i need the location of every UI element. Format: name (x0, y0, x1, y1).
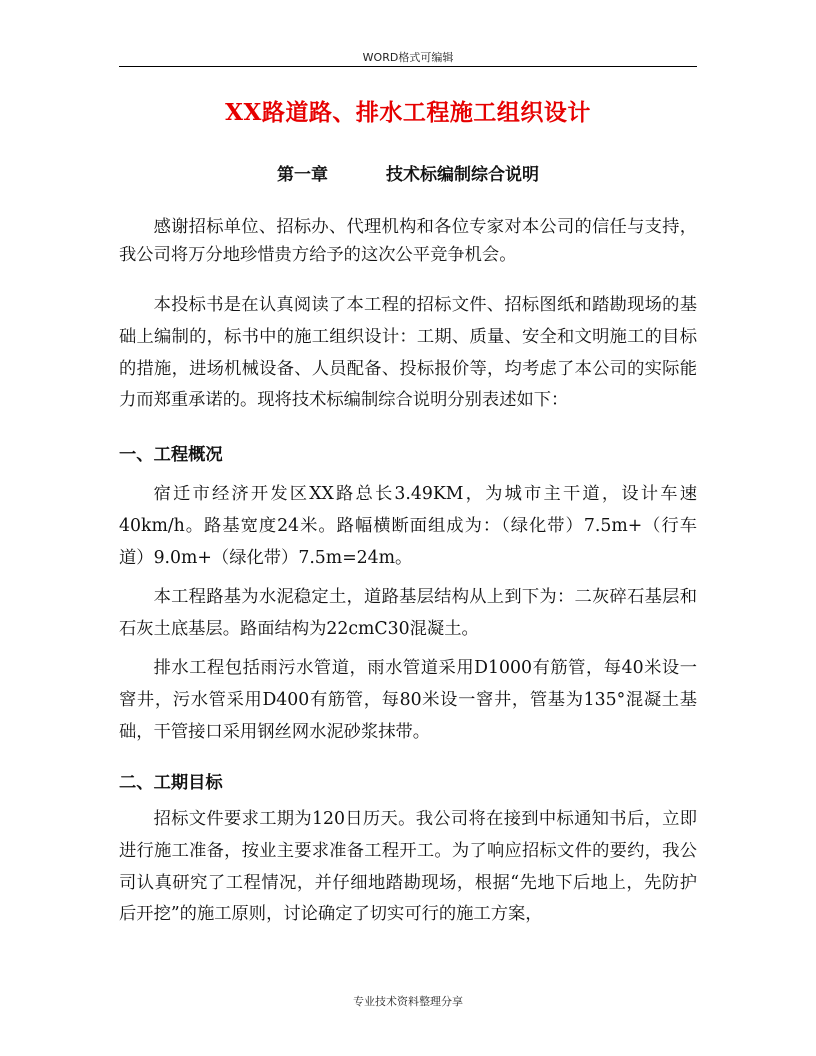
overview-paragraph-1: 宿迁市经济开发区XX路总长3.49KM，为城市主干道，设计车速40km/h。路基宽度24米。路幅横断面组成为：（绿化带）7.5m+（行车道）9.0m+（绿化带）7.5m=24m。 (119, 484, 697, 568)
chapter-name: 技术标编制综合说明 (386, 165, 539, 185)
document-title: XX路道路、排水工程施工组织设计 (225, 99, 591, 126)
page-footer: 专业技术资料整理分享 (353, 995, 463, 1008)
intro-paragraph-2: 本投标书是在认真阅读了本工程的招标文件、招标图纸和踏勘现场的基础上编制的，标书中的施工组织设计：工期、质量、安全和文明施工的目标的措施，进场机械设备、人员配备、投标报价等，均考虑了本公司的实际能力而郑重承诺的。现将技术标编制综合说明分别表述如下： (119, 295, 697, 411)
section-heading-schedule: 二、工期目标 (119, 773, 223, 793)
section-heading-overview: 一、工程概况 (119, 445, 223, 465)
chapter-heading (0, 160, 816, 185)
header-divider (119, 66, 697, 67)
overview-paragraph-3: 排水工程包括雨污水管道，雨水管道采用D1000有筋管，每40米设一窨井，污水管采用D400有筋管，每80米设一窨井，管基为135°混凝土基础，干管接口采用钢丝网水泥砂浆抹带。 (119, 658, 697, 742)
page-header: WORD格式可编辑 (362, 51, 454, 64)
intro-paragraph-1: 感谢招标单位、招标办、代理机构和各位专家对本公司的信任与支持，我公司将万分地珍惜贵方给予的这次公平竞争机会。 (119, 217, 697, 265)
chapter-number: 第一章 (277, 165, 328, 185)
overview-paragraph-2: 本工程路基为水泥稳定土，道路基层结构从上到下为：二灰碎石基层和石灰土底基层。路面结构为22cmC30混凝土。 (119, 587, 697, 639)
schedule-paragraph-1: 招标文件要求工期为120日历天。我公司将在接到中标通知书后，立即进行施工准备，按业主要求准备工程开工。为了响应招标文件的要约，我公司认真研究了工程情况，并仔细地踏勘现场，根据“先地下后地上，先防护后开挖”的施工原则，讨论确定了切实可行的施工方案， (119, 809, 697, 925)
